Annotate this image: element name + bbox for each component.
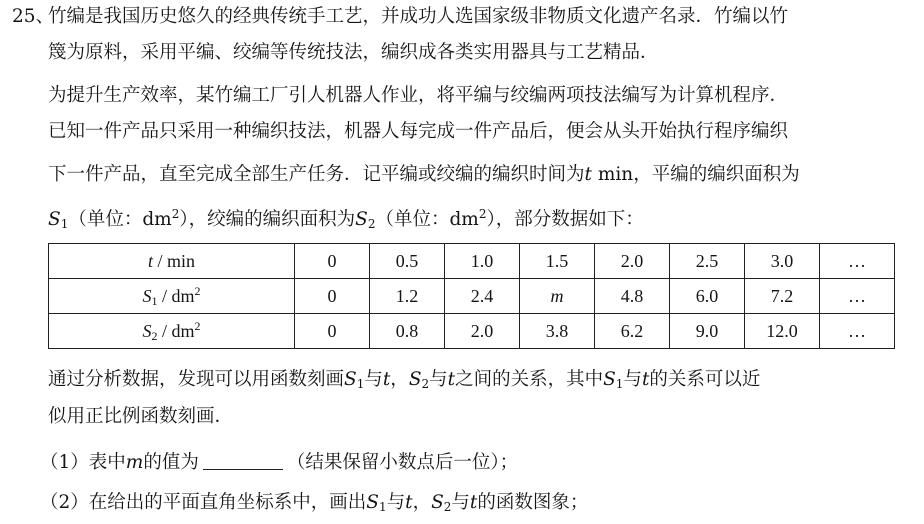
intro-line-4: 已知一件产品只采用一种编织技法，机器人每完成一件产品后，便会从头开始执行程序编织	[48, 121, 789, 142]
var-s1: S	[48, 209, 61, 230]
row-header-s1: $S_1 / dm^2$	[49, 279, 295, 314]
table-cell: 6.2	[595, 314, 670, 349]
table-cell: 4.8	[595, 279, 670, 314]
var-s2: S	[355, 209, 368, 230]
table-cell: 0	[295, 279, 370, 314]
table-cell: 0.8	[370, 314, 445, 349]
table-cell: …	[820, 314, 895, 349]
intro-line-6	[48, 199, 644, 239]
line6-text-d: ），部分数据如下：	[486, 209, 644, 230]
sub-2: 2	[367, 217, 376, 231]
table-row-t	[49, 244, 895, 279]
intro-line-3: 为提升生产效率，某竹编工厂引人机器人作业，将平编与绞编两项技法编写为计算机程序．	[48, 85, 789, 106]
sub-question-2: （2）在给出的平面直角坐标系中，画出$S_1$与t，$S_2$与t的函数图象；	[40, 492, 589, 514]
analysis-line-1: 通过分析数据，发现可以用函数刻画$S_1$与t，$S_2$与t之间的关系，其中$S_1$与t的关系可以近	[48, 369, 761, 391]
line5-text-b: min，平编的编织面积为	[591, 164, 800, 185]
analysis-line-2: 似用正比例函数刻画．	[48, 406, 234, 427]
line6-text-b: ），绞编的编织面积为	[179, 209, 356, 230]
var-t: t	[584, 164, 592, 185]
table-cell: …	[820, 279, 895, 314]
table-cell: 1.0	[445, 244, 520, 279]
table-cell-m: m	[520, 279, 595, 314]
table-row-s2	[49, 314, 895, 349]
table-cell: 6.0	[670, 279, 745, 314]
sub-question-1: （1）表中m的值为 （结果保留小数点后一位）；	[40, 448, 518, 478]
table-cell: 3.0	[745, 244, 820, 279]
table-cell: 1.5	[520, 244, 595, 279]
table-cell: 12.0	[745, 314, 820, 349]
table-cell: 0	[295, 314, 370, 349]
intro-line-5	[48, 160, 800, 190]
table-cell: 0.5	[370, 244, 445, 279]
line6-text-c: （单位：dm	[375, 209, 479, 230]
table-cell: 2.0	[445, 314, 520, 349]
table-cell: 0	[295, 244, 370, 279]
row-header-s2: $S_2 / dm^2$	[49, 314, 295, 349]
intro-line-1: 竹编是我国历史悠久的经典传统手工艺，并成功人选国家级非物质文化遗产名录．竹编以竹	[48, 6, 789, 27]
table-cell: 7.2	[745, 279, 820, 314]
table-cell: 1.2	[370, 279, 445, 314]
data-table	[48, 243, 895, 349]
table-row-s1	[49, 279, 895, 314]
table-cell: 9.0	[670, 314, 745, 349]
intro-line-2: 篾为原料，采用平编、绞编等传统技法，编织成各类实用器具与工艺精品．	[48, 42, 659, 63]
table-cell: …	[820, 244, 895, 279]
sup-2b: 2	[478, 207, 487, 221]
table-cell: 3.8	[520, 314, 595, 349]
question-number: 25、	[12, 6, 55, 27]
table-cell: 2.4	[445, 279, 520, 314]
sub-1: 1	[60, 217, 69, 231]
sup-2: 2	[171, 207, 180, 221]
table-cell: 2.0	[595, 244, 670, 279]
line6-text-a: （单位：dm	[68, 209, 172, 230]
line5-text-a: 下一件产品，直至完成全部生产任务．记平编或绞编的编织时间为	[48, 164, 585, 185]
table-cell: 2.5	[670, 244, 745, 279]
answer-blank[interactable]	[203, 449, 283, 470]
row-header-t: t / min	[49, 244, 295, 279]
